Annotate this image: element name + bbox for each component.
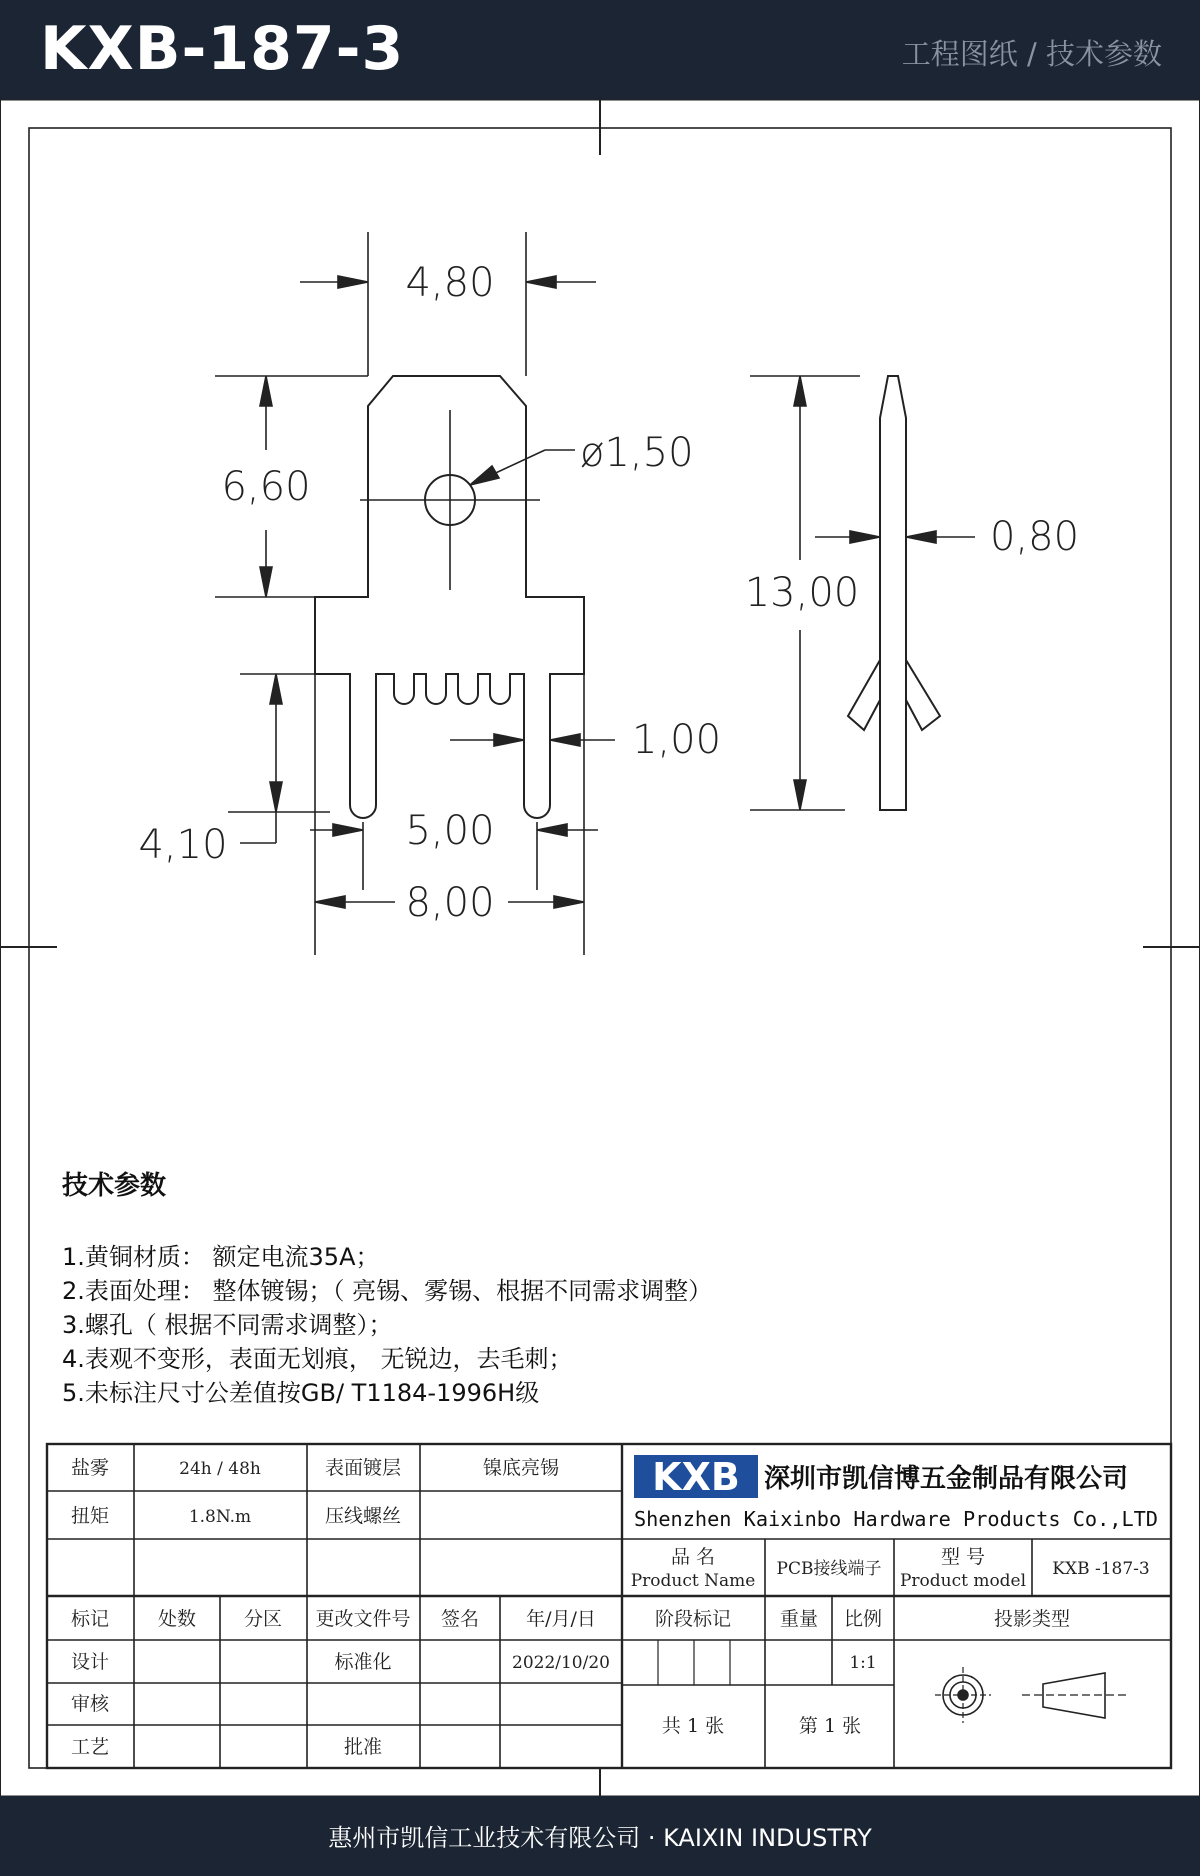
dim-width-top: 4,80 [405,260,495,306]
model-title: KXB-187-3 [40,14,405,84]
note-item: 1.黄铜材质： 额定电流35A； [62,1243,380,1271]
dim-pin-length: 4,10 [138,822,228,868]
projection-symbol-icon [935,1667,1130,1723]
product-name-cn: 品 名 [670,1546,716,1568]
design-label: 设计 [70,1651,110,1673]
rev-header-doc: 更改文件号 [315,1608,411,1630]
rev-header-count: 处数 [157,1608,197,1630]
product-name-value: PCB接线端子 [776,1559,882,1579]
product-name-en: Product Name [630,1571,756,1591]
terminal-side-view [848,376,940,810]
terminal-front-view [315,376,584,818]
scale-label: 比例 [843,1608,883,1630]
stage-mark-label: 阶段标记 [654,1608,732,1630]
torque-value: 1.8N.m [188,1507,252,1527]
title-block [71,1455,1158,1758]
standardization-label: 标准化 [334,1651,392,1673]
footer-bar [0,1796,1200,1876]
projection-type-label: 投影类型 [993,1608,1071,1630]
plating-value: 镍底亮锡 [482,1457,560,1479]
product-model-value: KXB -187-3 [1052,1559,1150,1579]
document-type: 工程图纸 / 技术参数 [901,37,1162,71]
company-name-en: Shenzhen Kaixinbo Hardware Products Co.,LTD [634,1507,1158,1531]
dim-total-width: 8,00 [405,880,495,926]
dim-height-upper: 6,60 [221,464,311,510]
note-item: 4.表观不变形，表面无划痕， 无锐边，去毛刺； [62,1345,573,1373]
sheets-total: 共 1 张 [661,1715,725,1737]
salt-spray-label: 盐雾 [70,1457,110,1479]
technical-notes [62,1165,1142,1410]
drawing-frame [0,100,1200,1796]
plating-label: 表面镀层 [324,1457,402,1479]
rev-header-sign: 签名 [440,1608,480,1630]
screw-label: 压线螺丝 [324,1505,402,1527]
company-logo [634,1455,758,1499]
approve-label: 批准 [343,1736,383,1758]
rev-header-date: 年/月/日 [526,1608,596,1630]
dimension-lines [215,232,975,955]
dim-thickness: 0,80 [990,514,1080,560]
note-item: 3.螺孔（ 根据不同需求调整）； [62,1311,393,1339]
dim-total-height: 13,00 [744,570,860,616]
salt-spray-value: 24h / 48h [179,1459,261,1479]
review-label: 审核 [70,1693,110,1715]
notes-title: 技术参数 [62,1171,167,1201]
dim-hole-diameter: ø1,50 [580,430,694,476]
logo-text: KXB [652,1455,740,1499]
note-item: 5.未标注尺寸公差值按GB/ T1184-1996H级 [62,1379,540,1407]
dim-pin-pitch: 5,00 [405,808,495,854]
torque-label: 扭矩 [70,1505,110,1527]
product-model-en: Product model [899,1571,1027,1591]
rev-header-mark: 标记 [70,1608,110,1630]
design-date: 2022/10/20 [512,1653,610,1673]
product-model-cn: 型 号 [940,1546,986,1568]
footer-company: 惠州市凯信工业技术有限公司 · KAIXIN INDUSTRY [328,1824,872,1852]
sheet-number: 第 1 张 [798,1715,862,1737]
dim-pin-width: 1,00 [632,717,722,763]
rev-header-zone: 分区 [243,1608,283,1630]
weight-label: 重量 [779,1608,819,1630]
note-item: 2.表面处理： 整体镀锡；（ 亮锡、雾锡、根据不同需求调整） [62,1277,713,1305]
process-label: 工艺 [70,1736,110,1758]
scale-value: 1:1 [849,1653,877,1673]
company-name-cn: 深圳市凯信博五金制品有限公司 [764,1464,1129,1494]
